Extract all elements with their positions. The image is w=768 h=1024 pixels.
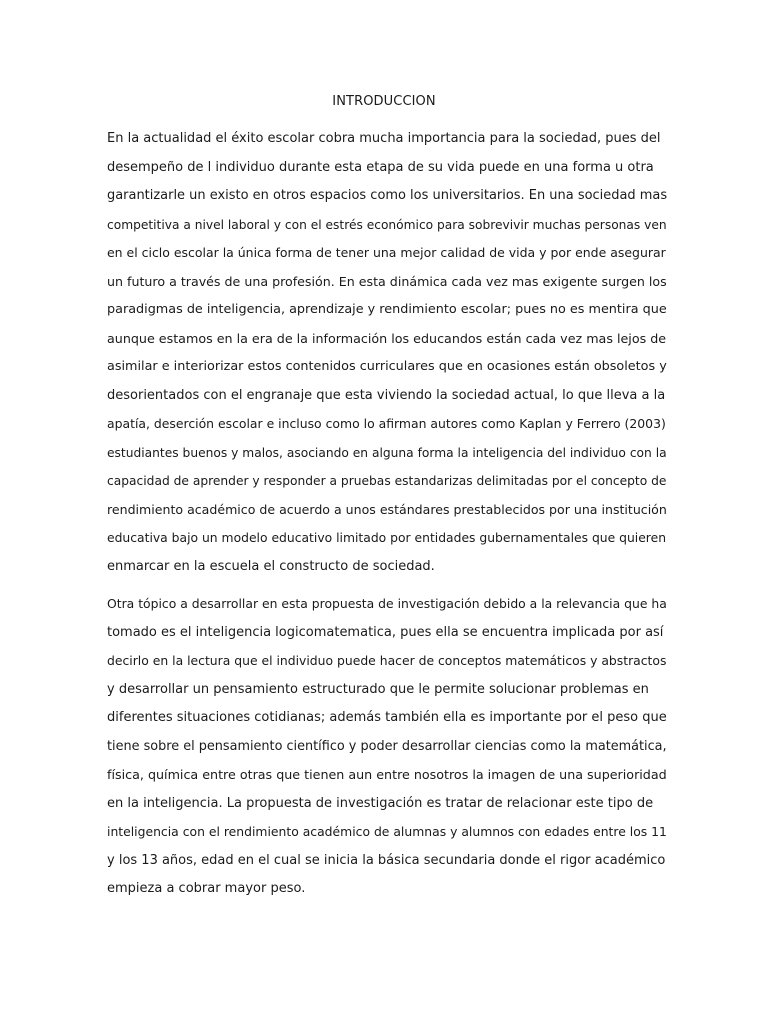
- paragraph-line: enmarcar en la escuela el constructo de sociedad.: [107, 558, 435, 574]
- paragraph-line: En la actualidad el éxito escolar cobra mucha importancia para la sociedad, pues del: [107, 131, 661, 146]
- paragraph-line: apatía, deserción escolar e incluso como lo afirman autores como Kaplan y Ferrero (2003): [107, 416, 666, 431]
- paragraph-line: desempeño de l individuo durante esta etapa de su vida puede en una forma u otra: [107, 159, 654, 175]
- paragraph-line: competitiva a nivel laboral y con el estrés económico para sobrevivir muchas personas ven: [107, 217, 667, 232]
- paragraph-line: en la inteligencia. La propuesta de investigación es tratar de relacionar este tipo de: [107, 795, 654, 811]
- paragraph-line: decirlo en la lectura que el individuo puede hacer de conceptos matemáticos y abstractos: [107, 654, 667, 668]
- paragraph-line: capacidad de aprender y responder a pruebas estandarizas delimitadas por el concepto de: [107, 474, 667, 488]
- paragraph-line: y los 13 años, edad en el cual se inicia la básica secundaria donde el rigor académico: [107, 852, 666, 868]
- paragraph-line: tomado es el inteligencia logicomatematica, pues ella se encuentra implicada por así: [107, 624, 664, 640]
- paragraph-line: en el ciclo escolar la única forma de tener una mejor calidad de vida y por ende asegurar: [107, 245, 666, 260]
- paragraph-line: Otra tópico a desarrollar en esta propuesta de investigación debido a la relevancia que ha: [107, 597, 667, 611]
- paragraph-line: desorientados con el engranaje que esta viviendo la sociedad actual, lo que lleva a la: [107, 387, 666, 403]
- paragraph-line: diferentes situaciones cotidianas; además también ella es importante por el peso que: [107, 710, 667, 725]
- paragraph-line: estudiantes buenos y malos, asociando en alguna forma la inteligencia del individuo con la: [107, 445, 667, 460]
- paragraph-line: educativa bajo un modelo educativo limitado por entidades gubernamentales que quieren: [107, 531, 667, 545]
- paragraph-line: garantizarle un existo en otros espacios como los universitarios. En una sociedad mas: [107, 188, 668, 203]
- paragraph-line: aunque estamos en la era de la información los educandos están cada vez mas lejos de: [107, 330, 667, 346]
- page-title: INTRODUCCION: [332, 94, 436, 109]
- paragraph-line: empieza a cobrar mayor peso.: [107, 881, 306, 896]
- paragraph-2: [107, 590, 667, 904]
- paragraph-line: paradigmas de inteligencia, aprendizaje y rendimiento escolar; pues no es mentira que: [107, 302, 667, 317]
- paragraph-line: tiene sobre el pensamiento científico y poder desarrollar ciencias como la matemática,: [107, 738, 667, 754]
- paragraph-1: [107, 125, 667, 581]
- paragraph-line: y desarrollar un pensamiento estructurado que le permite solucionar problemas en: [107, 681, 649, 697]
- paragraph-line: asimilar e interiorizar estos contenidos curriculares que en ocasiones están obsoletos y: [107, 359, 667, 374]
- paragraph-line: inteligencia con el rendimiento académico de alumnas y alumnos con edades entre los 11: [107, 825, 667, 839]
- paragraph-line: física, química entre otras que tienen aun entre nosotros la imagen de una superioridad: [107, 767, 667, 782]
- paragraph-line: un futuro a través de una profesión. En esta dinámica cada vez mas exigente surgen los: [107, 273, 667, 289]
- paragraph-line: rendimiento académico de acuerdo a unos estándares prestablecidos por una institución: [107, 501, 667, 517]
